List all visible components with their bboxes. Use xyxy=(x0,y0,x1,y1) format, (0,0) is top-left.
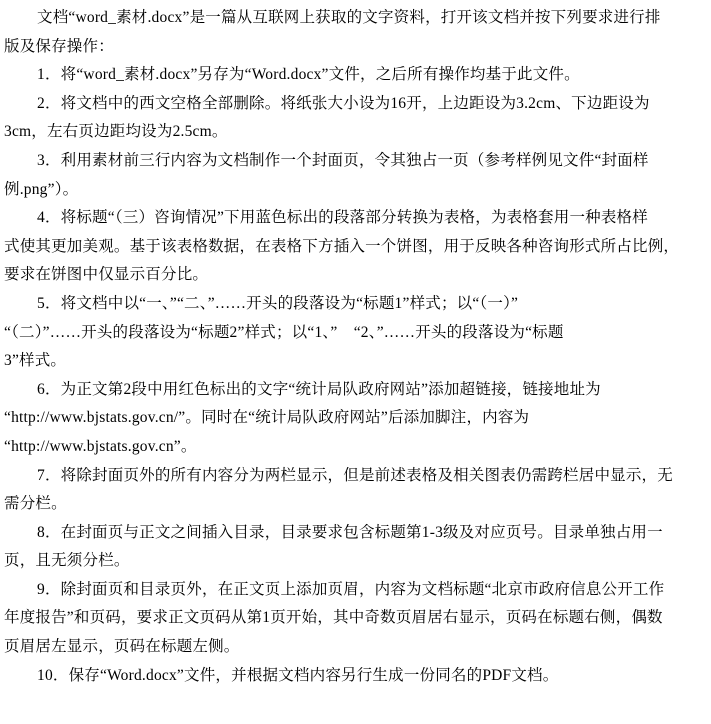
paragraph-item-10 xyxy=(0,662,711,691)
paragraph-item-9 xyxy=(0,576,711,662)
paragraph-item-3 xyxy=(0,147,711,204)
text-line: 文档“word_素材.docx”是一篇从互联网上获取的文字资料，打开该文档并按下列要求进行排 xyxy=(37,9,661,26)
text-line: “http://www.bjstats.gov.cn”。 xyxy=(4,437,197,455)
paragraph-item-2 xyxy=(0,90,711,147)
text-line: 页眉居左显示，页码在标题左侧。 xyxy=(4,638,240,656)
text-line: 9．除封面页和目录页外，在正文页上添加页眉，内容为文档标题“北京市政府信息公开工作 xyxy=(37,580,665,598)
text-line: 1．将“word_素材.docx”另存为“Word.docx”文件，之后所有操作均基于此文件。 xyxy=(37,66,580,84)
text-line: 6．为正文第2段中用红色标出的文字“统计局队政府网站”添加超链接，链接地址为 xyxy=(37,380,601,398)
document-body xyxy=(0,4,711,690)
paragraph-intro xyxy=(0,4,711,61)
text-line: 3”样式。 xyxy=(4,352,67,370)
text-line: 3cm，左右页边距均设为2.5cm。 xyxy=(4,123,228,141)
paragraph-item-6 xyxy=(0,376,711,462)
text-line: 要求在饼图中仅显示百分比。 xyxy=(4,266,209,284)
text-line: 7．将除封面页外的所有内容分为两栏显示，但是前述表格及相关图表仍需跨栏居中显示，无 xyxy=(37,466,673,484)
text-line: 例.png”）。 xyxy=(4,180,79,198)
paragraph-item-8 xyxy=(0,519,711,576)
text-line: 版及保存操作： xyxy=(4,37,114,55)
paragraph-item-4 xyxy=(0,204,711,290)
text-line: 年度报告”和页码，要求正文页码从第1页开始，其中奇数页眉居右显示，页码在标题右侧，偶数 xyxy=(4,609,663,627)
text-line: 式使其更加美观。基于该表格数据，在表格下方插入一个饼图，用于反映各种咨询形式所占比例， xyxy=(4,237,680,255)
text-line: 3．利用素材前三行内容为文档制作一个封面页，令其独占一页（参考样例见文件“封面样 xyxy=(37,151,649,169)
text-line: 页，且无须分栏。 xyxy=(4,552,130,570)
text-line: 2．将文档中的西文空格全部删除。将纸张大小设为16开，上边距设为3.2cm、下边距设为 xyxy=(37,94,650,112)
paragraph-item-1 xyxy=(0,61,711,90)
text-line: “（二）”……开头的段落设为“标题2”样式；以“1、” “2、”……开头的段落设为“标题 xyxy=(4,323,564,341)
text-line: 需分栏。 xyxy=(4,495,67,513)
paragraph-item-7 xyxy=(0,462,711,519)
text-line: 4．将标题“（三）咨询情况”下用蓝色标出的段落部分转换为表格，为表格套用一种表格样 xyxy=(37,209,648,227)
text-line: 10．保存“Word.docx”文件，并根据文档内容另行生成一份同名的PDF文档。 xyxy=(37,666,559,684)
text-line: 5．将文档中以“一、”“二、”……开头的段落设为“标题1”样式；以“（一）” xyxy=(37,294,519,312)
paragraph-item-5 xyxy=(0,290,711,376)
text-line: 8．在封面页与正文之间插入目录，目录要求包含标题第1-3级及对应页号。目录单独占用一 xyxy=(37,523,663,541)
text-line: “http://www.bjstats.gov.cn/”。同时在“统计局队政府网站”后添加脚注，内容为 xyxy=(4,409,530,427)
